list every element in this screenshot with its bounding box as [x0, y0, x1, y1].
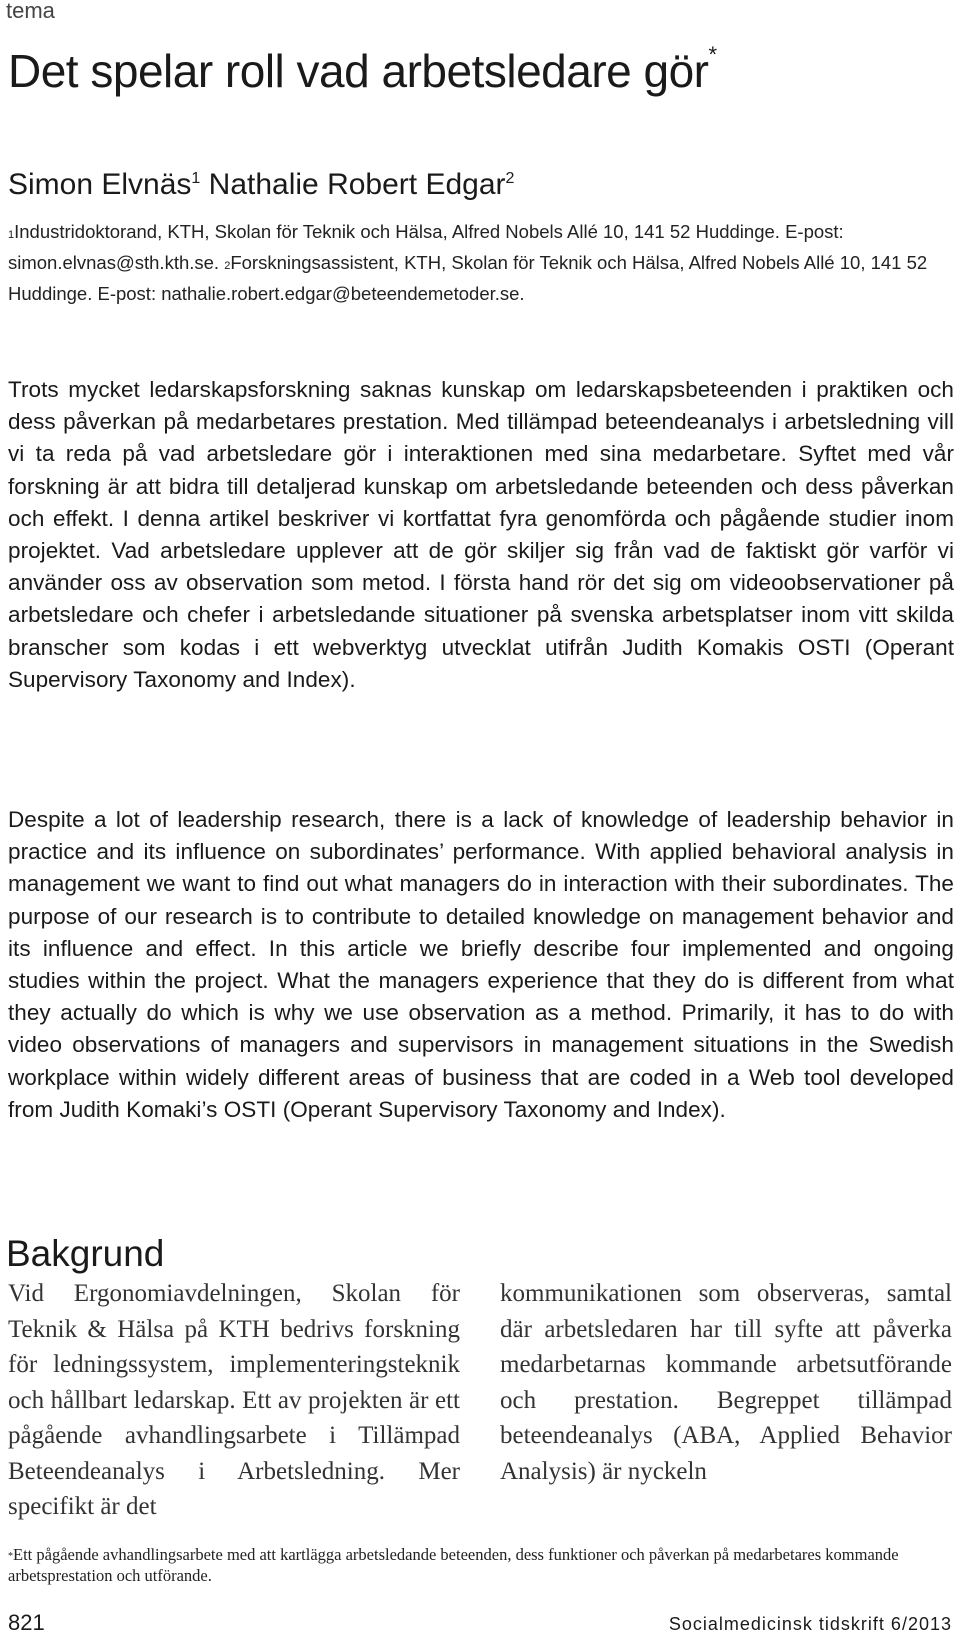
abstract-english: Despite a lot of leadership research, there is a lack of knowledge of leadership behavior in practice and its influence on subordinates’ performance. With applied behavioral analysis in management we want to find out what managers do in interaction with their subordinates. The purpose of our research is to contribute to detailed knowledge on management behavior and its influence and effect. In this article we briefly describe four implemented and ongoing studies within the project. What the managers experience that they do is different from what they actually do which is why we use observation as a method. Primarily, it has to do with video observations of managers and supervisors in management situations in the Swedish workplace within widely different areas of business that are coded in a Web tool developed from Judith Komaki’s OSTI (Operant Supervisory Taxonomy and Index). [8, 807, 954, 1122]
section-heading: Bakgrund [6, 1233, 165, 1274]
body-column-right: kommunikationen som observeras, samtal där arbetsledaren har till syfte att påverka medarbetarnas kommande arbetsutförande och prestation. Begreppet tillämpad beteendeanalys (ABA, Applied Behavior Analysis) är nyckeln [500, 1280, 952, 1485]
abstract-swedish: Trots mycket ledarskapsforskning saknas kunskap om ledarskapsbeteenden i praktiken och dess påverkan på medarbetares prestation. Med tillämpad beteendeanalys i arbetsledning vill vi ta reda på vad arbetsledare gör i interaktionen med sina medarbetare. Syftet med vår forskning är att bidra till detaljerad kunskap om arbetsledande beteenden och dess påverkan och effekt. I denna artikel beskriver vi kortfattat fyra genomförda och pågående studier inom projektet. Vad arbetsledare upplever att de gör skiljer sig från vad de faktiskt gör varför vi använder oss av observation som metod. I första hand rör det sig om videoobservationer på arbetsledare och chefer i arbetsledande situationer på svenska arbetsplatser inom vitt skilda branscher som kodas i ett webverktyg utvecklat utifrån Judith Komakis OSTI (Operant Supervisory Taxonomy and Index). [8, 377, 954, 692]
footnote-text: Ett pågående avhandlingsarbete med att kartlägga arbetsledande beteenden, dess funktioner och påverkan på medarbetares kommande arbetsprestation och utförande. [8, 1545, 899, 1585]
author-name: Simon Elvnäs [8, 168, 192, 201]
section-tag: tema [6, 0, 55, 23]
author-mark: 2 [505, 170, 515, 187]
title-footnote-mark: * [708, 42, 717, 67]
journal-name: Socialmedicinsk tidskrift 6/2013 [668, 1614, 952, 1634]
body-column-left: Vid Ergonomiavdelningen, Skolan för Teknik & Hälsa på KTH bedrivs forskning för ledningssystem, implementeringsteknik och hållbart ledarskap. Ett av projekten är ett pågående avhandlingsarbete i Tillämpad Beteendeanalys i Arbetsledning. Mer specifikt är det [8, 1280, 460, 1520]
footnote-mark: * [8, 1551, 13, 1562]
affiliation-text: Industridoktorand, KTH, Skolan för Teknik och Hälsa, Alfred Nobels Allé 10, 141 52 Huddinge. E-post: simon.elvnas@sth.kth.se. [8, 221, 844, 273]
author-name: Nathalie Robert Edgar [208, 168, 506, 201]
affiliation-mark: 2 [224, 260, 231, 272]
article-title-text: Det spelar roll vad arbetsledare gör [8, 45, 709, 97]
footnote [8, 1544, 956, 1586]
author-list [8, 168, 514, 202]
affiliations [8, 216, 956, 309]
page-number: 821 [8, 1610, 45, 1635]
affiliation-mark: 1 [8, 229, 15, 241]
article-title [8, 44, 717, 98]
affiliation-text: Forskningsassistent, KTH, Skolan för Teknik och Hälsa, Alfred Nobels Allé 10, 141 52 Huddinge. E-post: nathalie.robert.edgar@beteendemetoder.se. [8, 252, 928, 304]
author-mark: 1 [191, 170, 201, 187]
